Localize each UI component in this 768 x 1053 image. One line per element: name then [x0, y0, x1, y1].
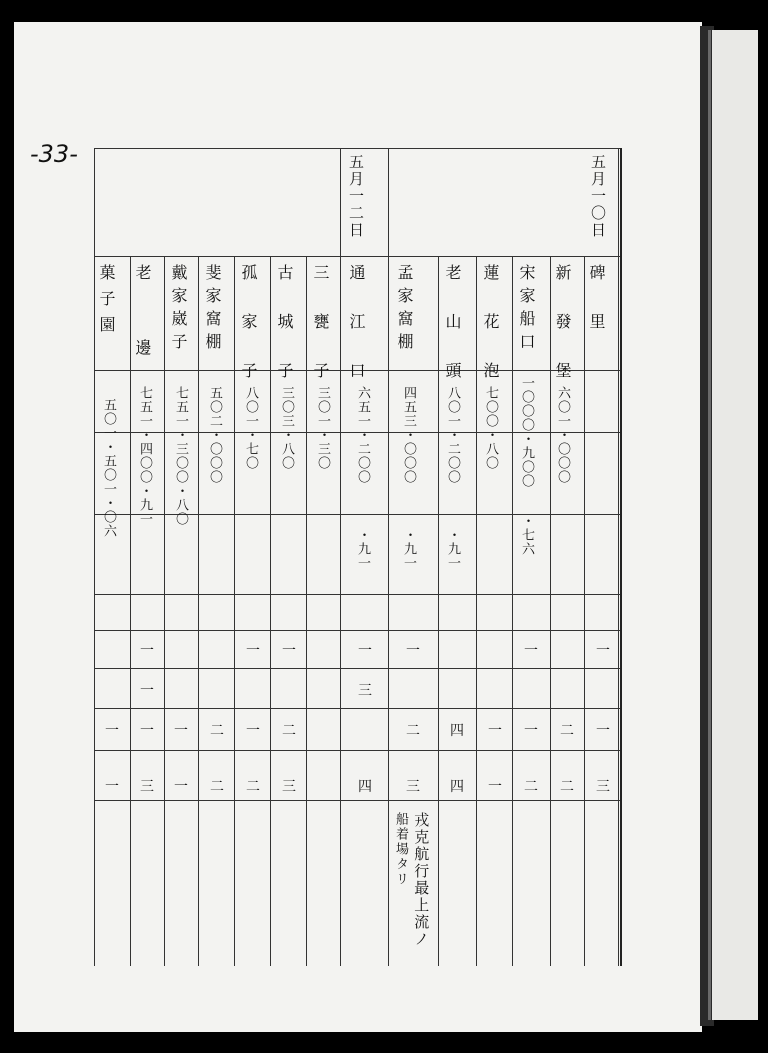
date-header: 五月一二日: [347, 154, 365, 239]
column-rule: [550, 256, 551, 966]
distance-value: 七〇〇・八〇: [483, 386, 498, 470]
mark-cell: 一: [596, 723, 610, 739]
place-name: 老 邊: [133, 264, 152, 375]
column-rule: [234, 256, 235, 966]
mark-cell: 一: [488, 779, 502, 795]
page-fold-line: [708, 30, 711, 1020]
place-name: 宋家船口: [517, 264, 536, 356]
distance-value: ・七六: [519, 514, 534, 556]
distance-value: ・九一: [401, 528, 416, 570]
place-name: 孟家窩棚: [395, 264, 414, 356]
mark-cell: 一: [140, 723, 154, 739]
column-rule: [130, 256, 131, 966]
mark-cell: 一: [282, 643, 296, 659]
place-name: 孤 家 子: [239, 264, 258, 385]
column-rule: [198, 256, 199, 966]
column-rule: [164, 256, 165, 966]
mark-cell: 一: [105, 779, 119, 795]
date-header: 五月一〇日: [589, 154, 607, 239]
place-name: 三 甕 子: [311, 264, 330, 385]
column-rule: [476, 256, 477, 966]
distance-value: 三〇一・三〇: [315, 386, 330, 470]
column-rule: [306, 256, 307, 966]
table-rule: [94, 594, 620, 595]
column-rule: [388, 148, 389, 966]
remark-note: 戎克航行最上流ノ: [412, 812, 431, 948]
place-name: 蓮 花 泡: [481, 264, 500, 385]
place-name: 古 城 子: [275, 264, 294, 385]
mark-cell: 一: [174, 723, 188, 739]
mark-cell: 一: [140, 643, 154, 659]
mark-cell: 二: [560, 779, 574, 795]
mark-cell: 一: [174, 779, 188, 795]
distance-value: 六五一・二〇〇: [355, 386, 370, 484]
column-rule: [512, 256, 513, 966]
place-name: 老 山 頭: [443, 264, 462, 385]
distance-value: 七五一・三〇〇・八〇: [173, 386, 188, 526]
distance-value: 一〇〇〇・九〇〇: [519, 376, 534, 488]
table-rule: [94, 708, 620, 709]
mark-cell: 一: [105, 723, 119, 739]
table-rule: [94, 256, 620, 257]
mark-cell: 二: [210, 779, 224, 795]
table-rule: [94, 148, 620, 149]
distance-value: ・九一: [445, 528, 460, 570]
place-name: 菓子園: [97, 264, 116, 342]
place-name: 新 發 堡: [553, 264, 572, 385]
mark-cell: 一: [246, 723, 260, 739]
column-rule: [618, 148, 619, 966]
mark-cell: 二: [524, 779, 538, 795]
mark-cell: 一: [406, 643, 420, 659]
mark-cell: 二: [246, 779, 260, 795]
mark-cell: 一: [596, 643, 610, 659]
mark-cell: 四: [358, 779, 372, 795]
data-table: [94, 148, 622, 966]
mark-cell: 三: [358, 683, 372, 699]
table-rule: [94, 630, 620, 631]
mark-cell: 三: [596, 779, 610, 795]
column-rule: [438, 256, 439, 966]
mark-cell: 三: [140, 779, 154, 795]
mark-cell: 一: [140, 683, 154, 699]
distance-value: 三〇三・八〇: [279, 386, 294, 470]
mark-cell: 一: [488, 723, 502, 739]
remark-note: 船着場タリ: [392, 812, 408, 887]
mark-cell: 四: [450, 779, 464, 795]
distance-value: 六〇一・〇〇〇: [555, 386, 570, 484]
table-rule: [94, 750, 620, 751]
column-rule: [584, 256, 585, 966]
mark-cell: 一: [358, 643, 372, 659]
header-label: 碑 里: [587, 264, 606, 336]
mark-cell: 二: [560, 723, 574, 739]
mark-cell: 四: [450, 723, 464, 739]
distance-value: 五〇一・五〇一・〇六: [101, 398, 116, 538]
mark-cell: 三: [282, 779, 296, 795]
distance-value: 五〇二・〇〇〇: [207, 386, 222, 484]
mark-cell: 二: [282, 723, 296, 739]
distance-value: 四五三・〇〇〇: [401, 386, 416, 484]
distance-value: 八〇一・二〇〇: [445, 386, 460, 484]
table-rule: [94, 668, 620, 669]
distance-value: ・九一: [355, 528, 370, 570]
distance-value: 七五一・四〇〇・九一: [137, 386, 152, 526]
mark-cell: 二: [210, 723, 224, 739]
column-rule: [270, 256, 271, 966]
column-rule: [340, 148, 341, 966]
place-name: 斐家窩棚: [203, 264, 222, 356]
mark-cell: 一: [524, 643, 538, 659]
adjacent-page-strip: [712, 30, 758, 1020]
page-number: -33-: [30, 140, 78, 168]
table-rule: [94, 800, 620, 801]
place-name: 通 江 口: [347, 264, 366, 385]
column-rule: [94, 148, 95, 966]
mark-cell: 一: [524, 723, 538, 739]
distance-value: 八〇一・七〇: [243, 386, 258, 470]
mark-cell: 二: [406, 723, 420, 739]
place-name: 戴家崴子: [169, 264, 188, 356]
mark-cell: 三: [406, 779, 420, 795]
mark-cell: 一: [246, 643, 260, 659]
